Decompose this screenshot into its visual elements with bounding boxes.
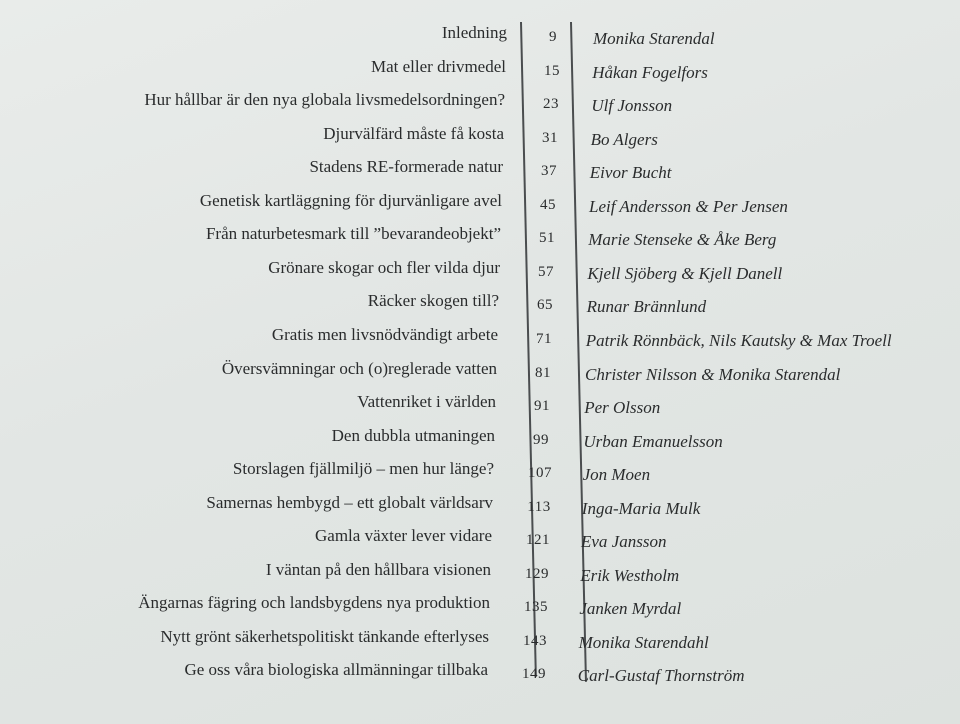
toc-title: Den dubbla utmaningen [331, 425, 495, 445]
toc-page-number: 149 [522, 666, 546, 683]
toc-page-number: 37 [541, 163, 557, 180]
toc-entry [0, 315, 960, 350]
toc-title: Från naturbetesmark till ”bevarandeobjekt” [205, 224, 501, 244]
toc-author: Håkan Fogelfors [592, 62, 708, 82]
toc-title: I väntan på den hållbara visionen [265, 559, 491, 579]
toc-title: Översvämningar och (o)reglerade vatten [221, 358, 497, 378]
toc-entry [0, 645, 960, 686]
toc-page-number: 107 [528, 465, 552, 482]
toc-author: Inga-Maria Mulk [581, 498, 701, 518]
toc-entry [0, 183, 960, 216]
toc-author: Bo Algers [590, 129, 658, 149]
toc-author: Erik Westholm [580, 565, 680, 585]
toc-author: Eivor Bucht [589, 163, 672, 183]
toc-page-number: 113 [527, 498, 551, 515]
toc-author: Kjell Sjöberg & Kjell Danell [587, 263, 783, 283]
toc-author: Janken Myrdal [579, 599, 682, 619]
toc-title: Hur hållbar är den nya globala livsmedelsordningen? [144, 90, 505, 110]
toc-entry [0, 117, 960, 147]
toc-page-number: 51 [539, 230, 555, 247]
toc-author: Monika Starendahl [578, 632, 709, 652]
toc-entry [0, 579, 960, 619]
toc-entry [0, 612, 960, 652]
toc-title: Djurvälfärd måste få kosta [323, 123, 504, 143]
toc-page-number: 45 [540, 196, 556, 213]
toc-author: Jon Moen [582, 465, 651, 485]
toc-page-number: 143 [523, 632, 547, 649]
toc-title: Ge oss våra biologiska allmänningar tillbaka [184, 660, 488, 680]
toc-page-number: 23 [543, 96, 559, 113]
toc-entry [0, 150, 960, 183]
toc-title: Stadens RE-formerade natur [309, 157, 503, 177]
toc-author: Ulf Jonsson [591, 96, 673, 116]
toc-entry [0, 414, 960, 451]
toc-entry [0, 447, 960, 485]
toc-page-number: 71 [536, 330, 552, 347]
toc-title: Nytt grönt säkerhetspolitiskt tänkande efterlyses [160, 626, 489, 646]
toc-entry [0, 282, 960, 317]
toc-author: Patrik Rönnbäck, Nils Kautsky & Max Troell [585, 330, 892, 350]
toc-entry [0, 381, 960, 418]
toc-title: Gratis men livsnödvändigt arbete [271, 324, 498, 344]
toc-page-number: 91 [534, 398, 550, 415]
toc-author: Eva Jansson [581, 532, 667, 552]
toc-entry [0, 348, 960, 384]
toc-entry [0, 546, 960, 585]
toc-page-number: 57 [538, 263, 554, 280]
toc-title: Grönare skogar och fler vilda djur [268, 257, 500, 277]
toc-author: Carl-Gustaf Thornström [577, 666, 745, 686]
toc-author: Urban Emanuelsson [583, 431, 723, 451]
toc-page-number: 129 [525, 565, 549, 582]
toc-page-number: 135 [524, 599, 548, 616]
toc-entry [0, 84, 960, 114]
toc-title: Ängarnas fägring och landsbygdens nya produktion [138, 593, 490, 613]
toc-page-number: 9 [549, 29, 557, 45]
toc-title: Gamla växter lever vidare [315, 526, 492, 546]
toc-author: Christer Nilsson & Monika Starendal [585, 364, 841, 384]
toc-title: Storslagen fjällmiljö – men hur länge? [232, 459, 494, 479]
toc-title: Vattenriket i världen [357, 392, 496, 412]
toc-page-number: 65 [537, 297, 553, 314]
toc-page-number: 99 [533, 431, 549, 448]
toc-author: Leif Andersson & Per Jensen [589, 196, 788, 216]
toc-author: Monika Starendal [593, 29, 715, 48]
toc-page-number: 81 [535, 364, 551, 381]
toc-entry [0, 480, 960, 518]
toc-title: Samernas hembygd – ett globalt världsarv [206, 492, 493, 512]
toc-author: Per Olsson [584, 398, 661, 418]
toc-author: Runar Brännlund [586, 297, 707, 317]
toc-page-number: 15 [544, 62, 560, 79]
toc-entry [0, 18, 960, 48]
toc-entry [0, 216, 960, 250]
toc-title: Genetisk kartläggning för djurvänligare avel [199, 190, 502, 210]
toc-title: Mat eller drivmedel [370, 56, 506, 76]
toc-page-number: 31 [542, 129, 558, 146]
toc-entry [0, 249, 960, 283]
toc-author: Marie Stenseke & Åke Berg [588, 230, 777, 250]
toc-title: Inledning [441, 23, 507, 42]
toc-page-number: 121 [526, 532, 550, 549]
toc-entry [0, 513, 960, 552]
toc-entry [0, 51, 960, 81]
toc-title: Räcker skogen till? [367, 291, 499, 311]
